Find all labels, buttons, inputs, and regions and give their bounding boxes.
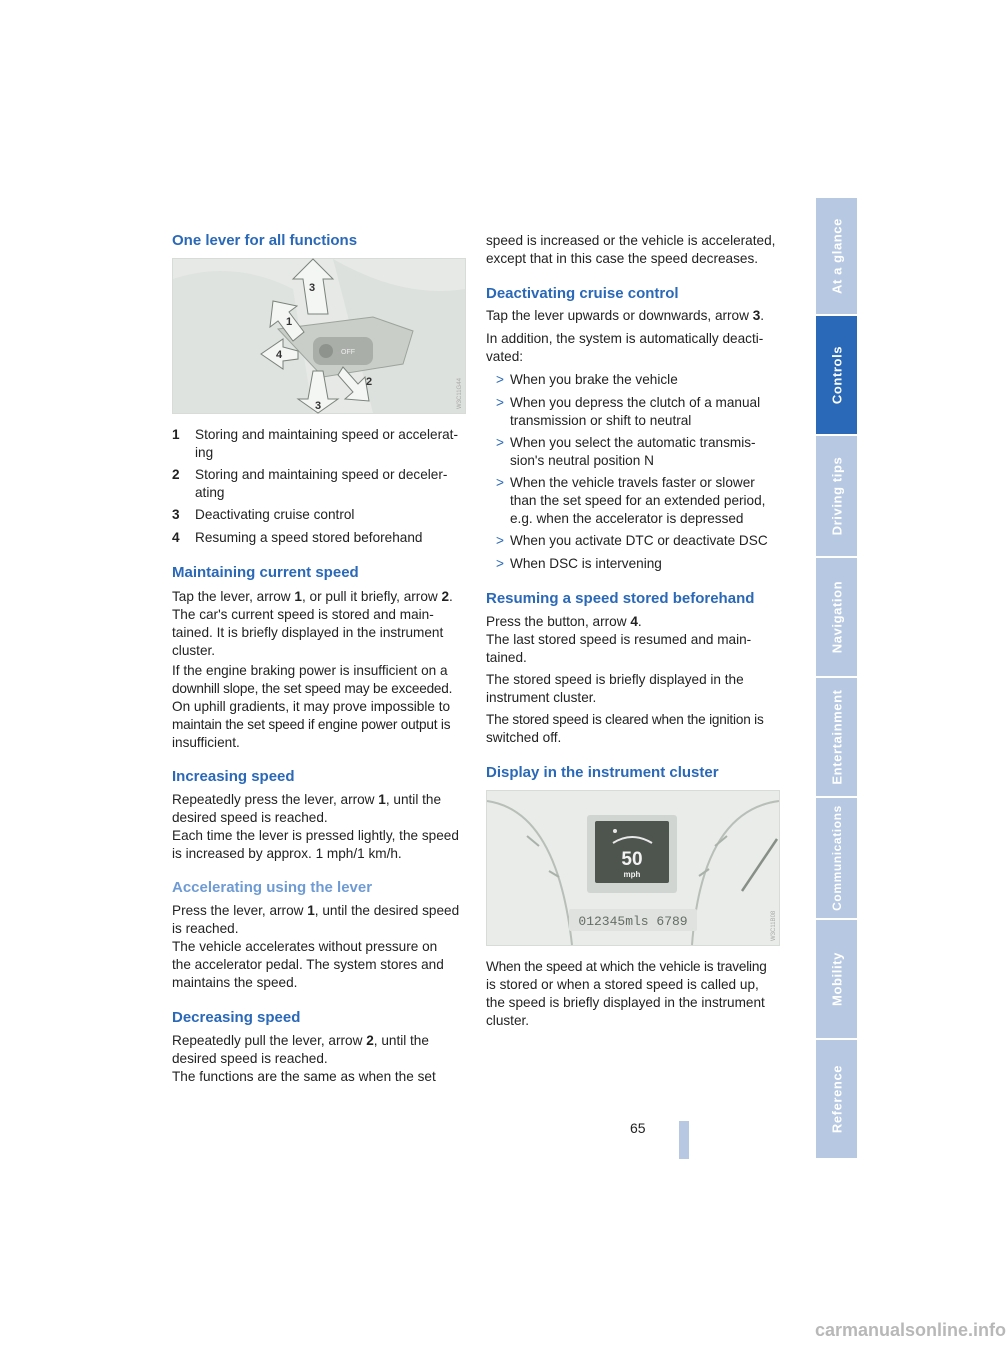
watermark: carmanualsonline.info <box>815 1320 1006 1340</box>
paragraph: The stored speed is cleared when the ignition is switched off. <box>486 712 764 745</box>
odometer-readout: 012345mls 6789 <box>578 914 688 929</box>
heading-display-cluster: Display in the instrument cluster <box>486 764 719 781</box>
tab-at-a-glance[interactable] <box>816 198 857 316</box>
speed-unit: mph <box>623 870 641 879</box>
off-button-label: OFF <box>341 349 355 356</box>
bullet-item: When you brake the vehicle <box>510 372 678 387</box>
heading-increasing-speed: Increasing speed <box>172 768 295 785</box>
tab-label: Navigation <box>829 580 844 654</box>
figure-code: W3C11B08 <box>771 910 777 941</box>
bullet-marker: > <box>496 372 504 387</box>
list-item: Resuming a speed stored beforehand <box>195 530 423 545</box>
tab-entertainment[interactable] <box>816 678 857 798</box>
heading-maintaining-speed: Maintaining current speed <box>172 564 359 581</box>
paragraph: In addition, the system is automatically deacti- vated: <box>486 331 764 364</box>
list-item-cont: ing <box>195 445 214 460</box>
lever-label: 2 <box>366 376 373 388</box>
list-item-cont: ating <box>195 485 225 500</box>
lever-label: 4 <box>276 349 283 361</box>
bullet-item: When you activate DTC or deactivate DSC <box>510 533 768 548</box>
set-speed-value: 50 <box>621 849 643 870</box>
paragraph: The stored speed is briefly displayed in the instrument cluster. <box>486 672 744 705</box>
paragraph: Tap the lever, arrow 1, or pull it briefly, arrow 2. The car's current speed is stored and main- tained. It is briefly displayed in the instrument cluster. <box>172 589 453 658</box>
tab-reference[interactable] <box>816 1040 857 1160</box>
bullet-item: When the vehicle travels faster or slower than the set speed for an extended period, e.g. when the accelerator is depressed <box>510 475 766 526</box>
tab-navigation[interactable] <box>816 558 857 678</box>
bullet-item: When you select the automatic transmis- sion's neutral position N <box>510 435 756 468</box>
paragraph: If the engine braking power is insufficient on a downhill slope, the set speed may be exceeded. On uphill gradients, it may prove impossible to maintain the set speed if engine power output is insufficient. <box>172 663 453 750</box>
paragraph: Tap the lever upwards or downwards, arrow 3. <box>486 308 765 323</box>
tab-mobility[interactable] <box>816 920 857 1040</box>
heading-resuming-speed: Resuming a speed stored beforehand <box>486 590 755 607</box>
bullet-item: When you depress the clutch of a manual transmission or shift to neutral <box>510 395 761 428</box>
list-item: Storing and maintaining speed or deceler- <box>195 467 448 482</box>
tab-label: At a glance <box>829 218 844 294</box>
tab-controls[interactable] <box>816 316 857 436</box>
instrument-cluster-figure <box>486 790 780 946</box>
lever-figure <box>172 258 466 414</box>
page-number: 65 <box>630 1120 646 1136</box>
tab-label: Entertainment <box>829 689 844 785</box>
list-number: 4 <box>172 530 180 545</box>
tab-label: Reference <box>829 1064 844 1134</box>
tab-communications[interactable] <box>816 798 857 920</box>
cluster-illustration <box>487 791 779 945</box>
paragraph: Press the button, arrow 4. The last stored speed is resumed and main- tained. <box>486 614 752 665</box>
bullet-marker: > <box>496 435 504 450</box>
paragraph-continued: speed is increased or the vehicle is accelerated, except that in this case the speed decreases. <box>486 233 776 266</box>
paragraph: Press the lever, arrow 1, until the desired speed is reached. The vehicle accelerates without pressure on the accelerator pedal. The system stores and maintains the speed. <box>172 903 460 990</box>
heading-decreasing-speed: Decreasing speed <box>172 1009 301 1026</box>
paragraph: Repeatedly press the lever, arrow 1, until the desired speed is reached. Each time the lever is pressed lightly, the speed is increased by approx. 1 mph/1 km/h. <box>172 792 459 861</box>
lever-label: 1 <box>286 316 293 328</box>
lever-label: 3 <box>315 400 322 412</box>
tab-driving-tips[interactable] <box>816 436 857 558</box>
tab-label: Mobility <box>829 952 844 1006</box>
bullet-marker: > <box>496 556 504 571</box>
list-item: Deactivating cruise control <box>195 507 355 522</box>
figure-code: W3C11G44 <box>457 378 463 409</box>
heading-accelerating-lever: Accelerating using the lever <box>172 879 373 896</box>
heading-one-lever: One lever for all functions <box>172 232 358 249</box>
list-item: Storing and maintaining speed or accelerat- <box>195 427 458 442</box>
heading-deactivating: Deactivating cruise control <box>486 285 679 302</box>
paragraph: When the speed at which the vehicle is traveling is stored or when a stored speed is called up, the speed is briefly displayed in the instrument cluster. <box>486 959 767 1028</box>
bullet-marker: > <box>496 475 504 490</box>
list-number: 1 <box>172 427 180 442</box>
page-marker-bar <box>679 1121 689 1159</box>
list-number: 2 <box>172 467 180 482</box>
tab-label: Driving tips <box>829 456 844 536</box>
tab-label: Communications <box>829 805 844 911</box>
lever-label: 3 <box>309 282 316 294</box>
bullet-marker: > <box>496 395 504 410</box>
lever-illustration <box>173 259 465 413</box>
list-number: 3 <box>172 507 180 522</box>
bullet-item: When DSC is intervening <box>510 556 662 571</box>
paragraph: Repeatedly pull the lever, arrow 2, until the desired speed is reached. The functions are the same as when the set <box>172 1033 436 1084</box>
bullet-marker: > <box>496 533 504 548</box>
tab-label: Controls <box>829 345 844 405</box>
